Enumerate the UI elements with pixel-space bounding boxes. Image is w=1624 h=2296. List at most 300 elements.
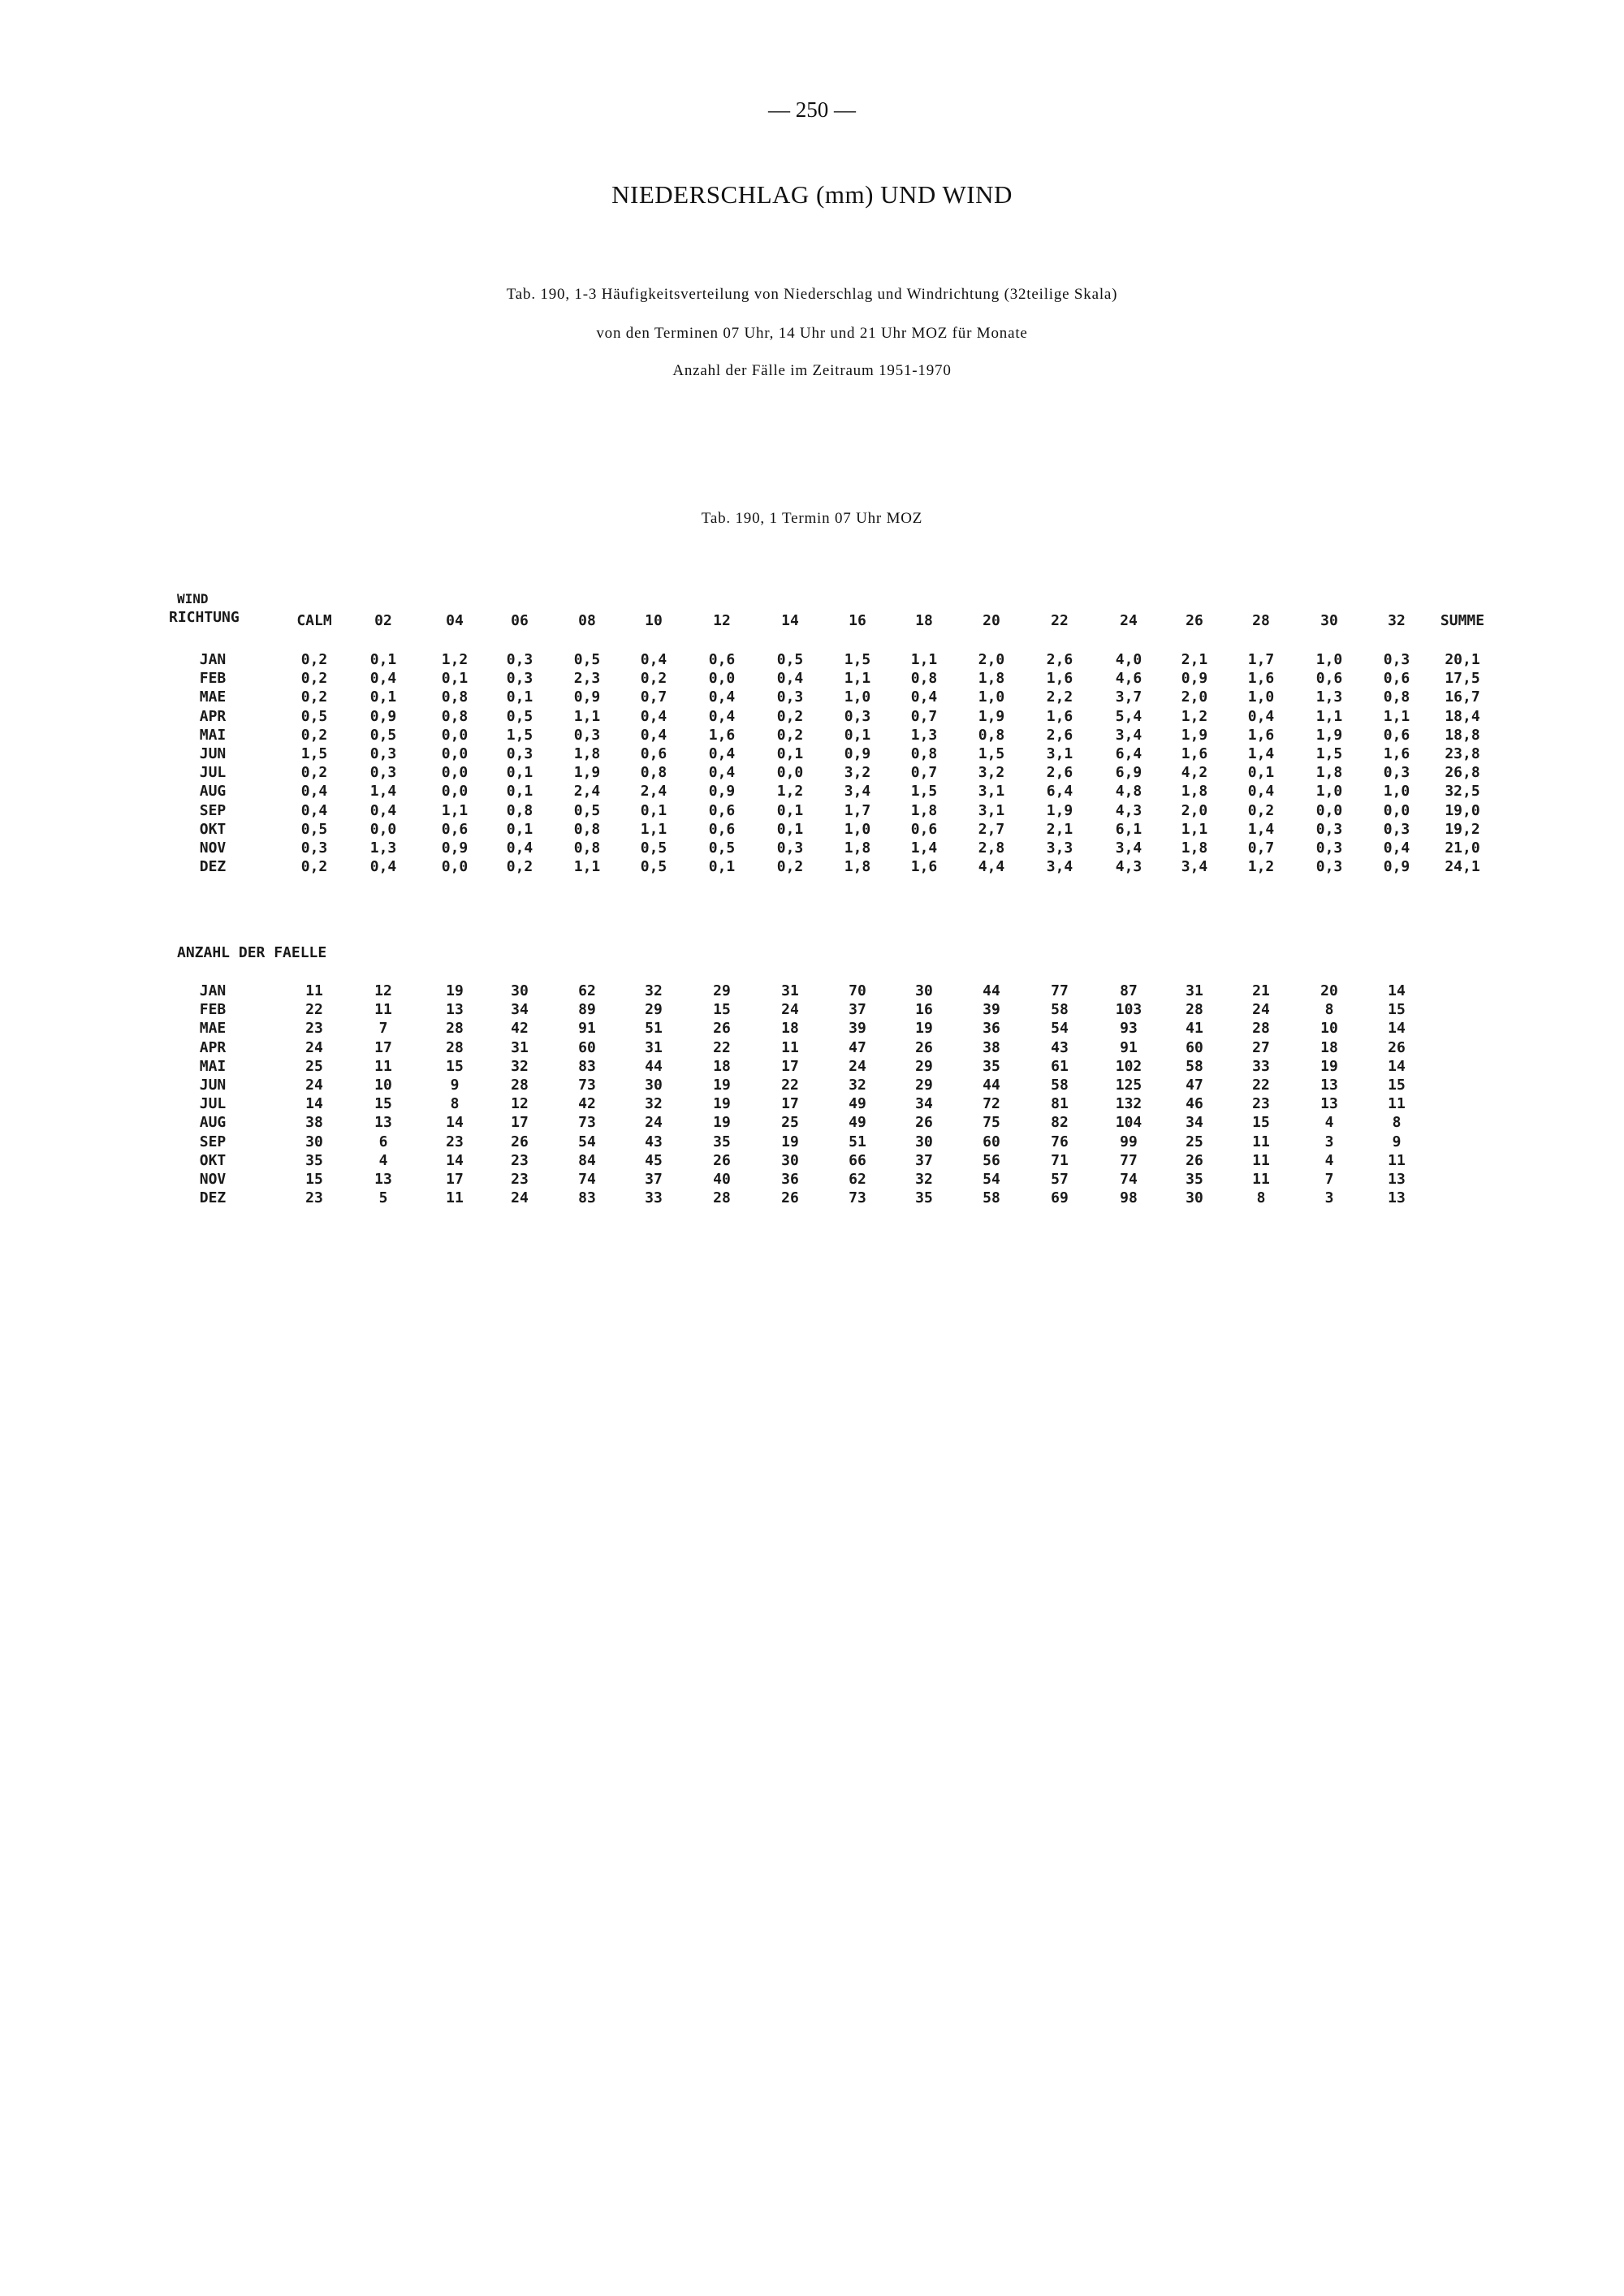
table-cell: 132 bbox=[1115, 1095, 1142, 1113]
table-cell: 98 bbox=[1120, 1189, 1138, 1207]
table-cell: 0,6 bbox=[1383, 670, 1410, 688]
row-header-wind: WIND bbox=[177, 591, 209, 606]
table-cell: 0,5 bbox=[506, 707, 533, 725]
table-cell: 0,0 bbox=[441, 745, 469, 762]
table-cell: 6,4 bbox=[1115, 745, 1142, 762]
table-cell: 0,8 bbox=[506, 801, 533, 819]
table-cell: 3,7 bbox=[1115, 688, 1142, 706]
table-cell: 6,4 bbox=[1046, 783, 1073, 801]
table-cell: 0,1 bbox=[506, 783, 533, 801]
table-cell: 0,1 bbox=[369, 688, 397, 706]
table-cell: 1,0 bbox=[844, 688, 871, 706]
table-cell: 0,0 bbox=[1315, 801, 1343, 819]
table-cell: 0,5 bbox=[300, 820, 328, 838]
table-cell: 2,0 bbox=[1181, 801, 1208, 819]
table-cell: 102 bbox=[1115, 1057, 1142, 1075]
table-cell: 0,1 bbox=[506, 764, 533, 782]
table-cell: 0,4 bbox=[1383, 839, 1410, 857]
table-cell: 37 bbox=[849, 1001, 866, 1019]
table-cell: 19,2 bbox=[1445, 820, 1480, 838]
column-header: 20 bbox=[983, 612, 1000, 629]
table-cell: 0,3 bbox=[776, 688, 804, 706]
column-header: 28 bbox=[1252, 612, 1270, 629]
table-cell: 0,8 bbox=[978, 726, 1005, 744]
table-cell: 83 bbox=[578, 1189, 596, 1207]
table-cell: 1,5 bbox=[978, 745, 1005, 762]
table-cell: 4,6 bbox=[1115, 670, 1142, 688]
table-cell: 4,4 bbox=[978, 858, 1005, 876]
table-cell: 13 bbox=[374, 1114, 392, 1132]
table-cell: 23 bbox=[511, 1151, 529, 1169]
table-cell: 4,2 bbox=[1181, 764, 1208, 782]
table-cell: 4,3 bbox=[1115, 801, 1142, 819]
table-cell: 0,7 bbox=[640, 688, 667, 706]
table-cell: 2,0 bbox=[1181, 688, 1208, 706]
table-cell: 1,4 bbox=[1247, 745, 1275, 762]
table-cell: 11 bbox=[1388, 1095, 1406, 1113]
table-cell: 28 bbox=[713, 1189, 731, 1207]
table-cell: 0,8 bbox=[1383, 688, 1410, 706]
table-cell: 15 bbox=[713, 1001, 731, 1019]
table-cell: 60 bbox=[983, 1133, 1000, 1150]
table-cell: 32 bbox=[645, 982, 663, 999]
table-cell: 0,3 bbox=[1315, 820, 1343, 838]
month-label: JAN bbox=[199, 651, 227, 668]
table-cell: 26 bbox=[713, 1151, 731, 1169]
table-cell: 0,3 bbox=[844, 707, 871, 725]
table-cell: 0,8 bbox=[441, 688, 469, 706]
month-label: APR bbox=[199, 1038, 227, 1056]
table-cell: 0,6 bbox=[910, 820, 938, 838]
table-cell: 3,2 bbox=[978, 764, 1005, 782]
table-cell: 0,8 bbox=[640, 764, 667, 782]
table-cell: 14 bbox=[1388, 982, 1406, 999]
table-cell: 1,2 bbox=[1247, 858, 1275, 876]
table-cell: 0,1 bbox=[776, 820, 804, 838]
column-header: 18 bbox=[915, 612, 933, 629]
table-cell: 32 bbox=[849, 1077, 866, 1094]
column-header: 32 bbox=[1388, 612, 1406, 629]
table-cell: 58 bbox=[983, 1189, 1000, 1207]
table-cell: 15 bbox=[1388, 1077, 1406, 1094]
table-cell: 0,4 bbox=[708, 707, 736, 725]
table-cell: 38 bbox=[305, 1114, 323, 1132]
table-cell: 74 bbox=[1120, 1171, 1138, 1188]
table-cell: 0,2 bbox=[300, 688, 328, 706]
table-cell: 0,6 bbox=[708, 801, 736, 819]
table-cell: 11 bbox=[446, 1189, 464, 1207]
table-cell: 11 bbox=[1252, 1171, 1270, 1188]
table-cell: 34 bbox=[511, 1001, 529, 1019]
table-cell: 42 bbox=[578, 1095, 596, 1113]
table-cell: 2,4 bbox=[640, 783, 667, 801]
table-cell: 0,5 bbox=[369, 726, 397, 744]
table-cell: 1,4 bbox=[369, 783, 397, 801]
table-cell: 23 bbox=[305, 1189, 323, 1207]
table-cell: 1,8 bbox=[573, 745, 601, 762]
table-cell: 49 bbox=[849, 1095, 866, 1113]
table-cell: 0,4 bbox=[369, 670, 397, 688]
table-cell: 1,6 bbox=[1046, 707, 1073, 725]
table-cell: 2,3 bbox=[573, 670, 601, 688]
month-label: AUG bbox=[199, 783, 227, 801]
month-label: DEZ bbox=[199, 858, 227, 876]
table-cell: 36 bbox=[983, 1020, 1000, 1038]
table-cell: 1,3 bbox=[369, 839, 397, 857]
table-cell: 27 bbox=[1252, 1038, 1270, 1056]
table-cell: 25 bbox=[305, 1057, 323, 1075]
table-cell: 1,1 bbox=[1383, 707, 1410, 725]
row-header-richtung: RICHTUNG bbox=[169, 609, 240, 626]
table-cell: 0,1 bbox=[1247, 764, 1275, 782]
table-cell: 84 bbox=[578, 1151, 596, 1169]
table-cell: 30 bbox=[511, 982, 529, 999]
table-cell: 1,2 bbox=[1181, 707, 1208, 725]
table-cell: 75 bbox=[983, 1114, 1000, 1132]
table-cell: 19 bbox=[713, 1114, 731, 1132]
table-cell: 28 bbox=[446, 1038, 464, 1056]
table-cell: 3,1 bbox=[1046, 745, 1073, 762]
table-cell: 45 bbox=[645, 1151, 663, 1169]
table-cell: 30 bbox=[1186, 1189, 1203, 1207]
table-cell: 26 bbox=[1388, 1038, 1406, 1056]
table-cell: 35 bbox=[1186, 1171, 1203, 1188]
table-cell: 28 bbox=[511, 1077, 529, 1094]
table-cell: 51 bbox=[645, 1020, 663, 1038]
table-cell: 0,4 bbox=[640, 651, 667, 668]
table-cell: 8 bbox=[1392, 1114, 1402, 1132]
table-cell: 28 bbox=[446, 1020, 464, 1038]
table-cell: 3,4 bbox=[844, 783, 871, 801]
table-cell: 0,4 bbox=[776, 670, 804, 688]
table-cell: 31 bbox=[781, 982, 799, 999]
table-cell: 2,4 bbox=[573, 783, 601, 801]
table-cell: 0,4 bbox=[300, 801, 328, 819]
table-cell: 2,2 bbox=[1046, 688, 1073, 706]
table-cell: 2,0 bbox=[978, 651, 1005, 668]
column-header: 14 bbox=[781, 612, 799, 629]
table-cell: 19 bbox=[1320, 1057, 1338, 1075]
table-cell: 0,4 bbox=[369, 858, 397, 876]
month-label: MAI bbox=[199, 726, 227, 744]
table-cell: 87 bbox=[1120, 982, 1138, 999]
table-cell: 0,5 bbox=[573, 651, 601, 668]
table-cell: 25 bbox=[1186, 1133, 1203, 1150]
table-cell: 19 bbox=[915, 1020, 933, 1038]
faelle-section-label: ANZAHL DER FAELLE bbox=[177, 944, 327, 961]
table-cell: 0,5 bbox=[640, 858, 667, 876]
table-cell: 14 bbox=[446, 1151, 464, 1169]
table-cell: 2,1 bbox=[1181, 651, 1208, 668]
table-cell: 1,7 bbox=[1247, 651, 1275, 668]
table-cell: 0,0 bbox=[369, 820, 397, 838]
table-cell: 70 bbox=[849, 982, 866, 999]
table-cell: 15 bbox=[446, 1057, 464, 1075]
table-cell: 21 bbox=[1252, 982, 1270, 999]
table-cell: 0,8 bbox=[441, 707, 469, 725]
table-cell: 3,4 bbox=[1181, 858, 1208, 876]
table-cell: 71 bbox=[1051, 1151, 1069, 1169]
table-cell: 1,8 bbox=[844, 858, 871, 876]
table-cell: 0,0 bbox=[1383, 801, 1410, 819]
table-cell: 1,7 bbox=[844, 801, 871, 819]
table-cell: 16 bbox=[915, 1001, 933, 1019]
table-cell: 0,2 bbox=[300, 858, 328, 876]
table-cell: 4 bbox=[378, 1151, 388, 1169]
table-cell: 0,5 bbox=[708, 839, 736, 857]
table-cell: 0,3 bbox=[506, 670, 533, 688]
month-label: NOV bbox=[199, 839, 227, 857]
table-cell: 17,5 bbox=[1445, 670, 1480, 688]
table-cell: 30 bbox=[305, 1133, 323, 1150]
column-header: 16 bbox=[849, 612, 866, 629]
table-cell: 81 bbox=[1051, 1095, 1069, 1113]
table-cell: 61 bbox=[1051, 1057, 1069, 1075]
table-cell: 47 bbox=[849, 1038, 866, 1056]
table-cell: 22 bbox=[781, 1077, 799, 1094]
table-cell: 0,4 bbox=[506, 839, 533, 857]
table-cell: 8 bbox=[1324, 1001, 1334, 1019]
table-cell: 13 bbox=[446, 1001, 464, 1019]
table-cell: 2,1 bbox=[1046, 820, 1073, 838]
table-cell: 1,0 bbox=[1383, 783, 1410, 801]
table-cell: 22 bbox=[1252, 1077, 1270, 1094]
table-cell: 18 bbox=[1320, 1038, 1338, 1056]
table-cell: 23 bbox=[1252, 1095, 1270, 1113]
table-cell: 0,3 bbox=[506, 745, 533, 762]
table-cell: 19,0 bbox=[1445, 801, 1480, 819]
table-cell: 0,3 bbox=[1383, 820, 1410, 838]
table-cell: 22 bbox=[713, 1038, 731, 1056]
table-cell: 0,4 bbox=[708, 688, 736, 706]
table-cell: 13 bbox=[1320, 1095, 1338, 1113]
table-cell: 18,4 bbox=[1445, 707, 1480, 725]
table-cell: 0,6 bbox=[1315, 670, 1343, 688]
table-cell: 18 bbox=[713, 1057, 731, 1075]
table-cell: 0,1 bbox=[441, 670, 469, 688]
table-cell: 0,4 bbox=[640, 726, 667, 744]
month-label: JAN bbox=[199, 982, 227, 999]
table-cell: 3,1 bbox=[978, 783, 1005, 801]
table-cell: 1,9 bbox=[1181, 726, 1208, 744]
table-cell: 58 bbox=[1186, 1057, 1203, 1075]
table-cell: 30 bbox=[915, 1133, 933, 1150]
table-cell: 0,2 bbox=[776, 726, 804, 744]
table-cell: 26 bbox=[713, 1020, 731, 1038]
table-cell: 0,5 bbox=[573, 801, 601, 819]
month-label: NOV bbox=[199, 1171, 227, 1188]
table-cell: 1,9 bbox=[1046, 801, 1073, 819]
table-cell: 15 bbox=[1252, 1114, 1270, 1132]
table-cell: 44 bbox=[983, 1077, 1000, 1094]
table-cell: 0,2 bbox=[300, 726, 328, 744]
table-cell: 76 bbox=[1051, 1133, 1069, 1150]
column-header: 06 bbox=[511, 612, 529, 629]
table-cell: 40 bbox=[713, 1171, 731, 1188]
table-cell: 33 bbox=[1252, 1057, 1270, 1075]
month-label: JUL bbox=[199, 764, 227, 782]
table-cell: 3,4 bbox=[1046, 858, 1073, 876]
table-cell: 15 bbox=[1388, 1001, 1406, 1019]
table-cell: 1,6 bbox=[1046, 670, 1073, 688]
table-cell: 2,6 bbox=[1046, 651, 1073, 668]
table-cell: 1,3 bbox=[910, 726, 938, 744]
table-cell: 1,1 bbox=[441, 801, 469, 819]
month-label: FEB bbox=[199, 1001, 227, 1019]
table-cell: 0,4 bbox=[300, 783, 328, 801]
column-header: 04 bbox=[446, 612, 464, 629]
table-cell: 49 bbox=[849, 1114, 866, 1132]
table-cell: 73 bbox=[849, 1189, 866, 1207]
table-cell: 0,5 bbox=[300, 707, 328, 725]
table-cell: 41 bbox=[1186, 1020, 1203, 1038]
table-cell: 37 bbox=[915, 1151, 933, 1169]
table-cell: 2,8 bbox=[978, 839, 1005, 857]
subtable-title: Tab. 190, 1 Termin 07 Uhr MOZ bbox=[701, 510, 923, 527]
table-cell: 0,4 bbox=[708, 764, 736, 782]
table-cell: 0,1 bbox=[776, 745, 804, 762]
table-cell: 11 bbox=[374, 1057, 392, 1075]
table-cell: 1,8 bbox=[1181, 783, 1208, 801]
table-cell: 11 bbox=[1252, 1151, 1270, 1169]
table-cell: 0,2 bbox=[640, 670, 667, 688]
table-cell: 77 bbox=[1120, 1151, 1138, 1169]
table-cell: 0,6 bbox=[441, 820, 469, 838]
table-cell: 8 bbox=[450, 1095, 460, 1113]
table-cell: 83 bbox=[578, 1057, 596, 1075]
table-cell: 11 bbox=[1252, 1133, 1270, 1150]
table-cell: 0,9 bbox=[1383, 858, 1410, 876]
table-cell: 1,9 bbox=[573, 764, 601, 782]
table-cell: 0,2 bbox=[506, 858, 533, 876]
table-cell: 0,3 bbox=[1383, 651, 1410, 668]
table-cell: 58 bbox=[1051, 1077, 1069, 1094]
table-cell: 35 bbox=[915, 1189, 933, 1207]
table-cell: 47 bbox=[1186, 1077, 1203, 1094]
table-cell: 12 bbox=[511, 1095, 529, 1113]
table-cell: 26 bbox=[915, 1114, 933, 1132]
month-label: FEB bbox=[199, 670, 227, 688]
table-cell: 0,3 bbox=[369, 745, 397, 762]
month-label: SEP bbox=[199, 1133, 227, 1150]
table-cell: 0,1 bbox=[640, 801, 667, 819]
page-title: NIEDERSCHLAG (mm) UND WIND bbox=[611, 180, 1013, 209]
table-cell: 10 bbox=[374, 1077, 392, 1094]
table-cell: 0,2 bbox=[776, 858, 804, 876]
table-cell: 0,4 bbox=[369, 801, 397, 819]
table-cell: 34 bbox=[1186, 1114, 1203, 1132]
table-cell: 73 bbox=[578, 1077, 596, 1094]
table-cell: 0,7 bbox=[910, 764, 938, 782]
table-caption-line-2: von den Terminen 07 Uhr, 14 Uhr und 21 Uhr MOZ für Monate bbox=[596, 325, 1028, 342]
table-cell: 0,0 bbox=[776, 764, 804, 782]
table-cell: 14 bbox=[1388, 1057, 1406, 1075]
month-label: MAE bbox=[199, 688, 227, 706]
table-cell: 2,6 bbox=[1046, 764, 1073, 782]
table-cell: 13 bbox=[374, 1171, 392, 1188]
table-cell: 0,2 bbox=[300, 651, 328, 668]
table-cell: 0,7 bbox=[1247, 839, 1275, 857]
table-cell: 23 bbox=[511, 1171, 529, 1188]
table-cell: 6,9 bbox=[1115, 764, 1142, 782]
table-cell: 31 bbox=[645, 1038, 663, 1056]
table-cell: 32 bbox=[645, 1095, 663, 1113]
table-cell: 1,0 bbox=[844, 820, 871, 838]
table-cell: 13 bbox=[1320, 1077, 1338, 1094]
table-cell: 77 bbox=[1051, 982, 1069, 999]
table-cell: 37 bbox=[645, 1171, 663, 1188]
table-cell: 23 bbox=[305, 1020, 323, 1038]
table-cell: 1,2 bbox=[441, 651, 469, 668]
table-cell: 16,7 bbox=[1445, 688, 1480, 706]
table-cell: 1,5 bbox=[1315, 745, 1343, 762]
table-cell: 74 bbox=[578, 1171, 596, 1188]
table-cell: 46 bbox=[1186, 1095, 1203, 1113]
table-cell: 33 bbox=[645, 1189, 663, 1207]
table-cell: 26 bbox=[781, 1189, 799, 1207]
table-cell: 17 bbox=[511, 1114, 529, 1132]
table-cell: 56 bbox=[983, 1151, 1000, 1169]
table-cell: 9 bbox=[1392, 1133, 1402, 1150]
table-cell: 0,9 bbox=[573, 688, 601, 706]
table-cell: 1,9 bbox=[978, 707, 1005, 725]
table-cell: 44 bbox=[983, 982, 1000, 999]
table-cell: 7 bbox=[378, 1020, 388, 1038]
month-label: DEZ bbox=[199, 1189, 227, 1207]
table-cell: 3,2 bbox=[844, 764, 871, 782]
month-label: OKT bbox=[199, 1151, 227, 1169]
column-header: 02 bbox=[374, 612, 392, 629]
table-cell: 0,1 bbox=[776, 801, 804, 819]
table-cell: 24 bbox=[781, 1001, 799, 1019]
table-cell: 30 bbox=[781, 1151, 799, 1169]
table-cell: 66 bbox=[849, 1151, 866, 1169]
table-cell: 69 bbox=[1051, 1189, 1069, 1207]
table-cell: 0,1 bbox=[844, 726, 871, 744]
table-cell: 0,4 bbox=[708, 745, 736, 762]
table-cell: 43 bbox=[1051, 1038, 1069, 1056]
month-label: JUN bbox=[199, 1077, 227, 1094]
table-cell: 1,0 bbox=[1315, 783, 1343, 801]
table-cell: 1,5 bbox=[844, 651, 871, 668]
table-cell: 34 bbox=[915, 1095, 933, 1113]
table-cell: 0,4 bbox=[1247, 707, 1275, 725]
table-cell: 17 bbox=[374, 1038, 392, 1056]
table-cell: 0,3 bbox=[573, 726, 601, 744]
table-cell: 14 bbox=[1388, 1020, 1406, 1038]
table-cell: 0,3 bbox=[1315, 839, 1343, 857]
table-cell: 1,0 bbox=[1315, 651, 1343, 668]
table-cell: 0,0 bbox=[441, 783, 469, 801]
table-cell: 42 bbox=[511, 1020, 529, 1038]
table-cell: 7 bbox=[1324, 1171, 1334, 1188]
table-cell: 1,6 bbox=[708, 726, 736, 744]
table-cell: 82 bbox=[1051, 1114, 1069, 1132]
table-cell: 3 bbox=[1324, 1133, 1334, 1150]
table-cell: 60 bbox=[1186, 1038, 1203, 1056]
table-cell: 0,9 bbox=[1181, 670, 1208, 688]
month-label: JUL bbox=[199, 1095, 227, 1113]
table-cell: 1,5 bbox=[910, 783, 938, 801]
table-cell: 24 bbox=[645, 1114, 663, 1132]
table-cell: 20,1 bbox=[1445, 651, 1480, 668]
table-cell: 0,4 bbox=[1247, 783, 1275, 801]
table-cell: 0,5 bbox=[776, 651, 804, 668]
table-cell: 24 bbox=[1252, 1001, 1270, 1019]
column-header: 08 bbox=[578, 612, 596, 629]
table-cell: 0,3 bbox=[300, 839, 328, 857]
table-cell: 0,9 bbox=[708, 783, 736, 801]
